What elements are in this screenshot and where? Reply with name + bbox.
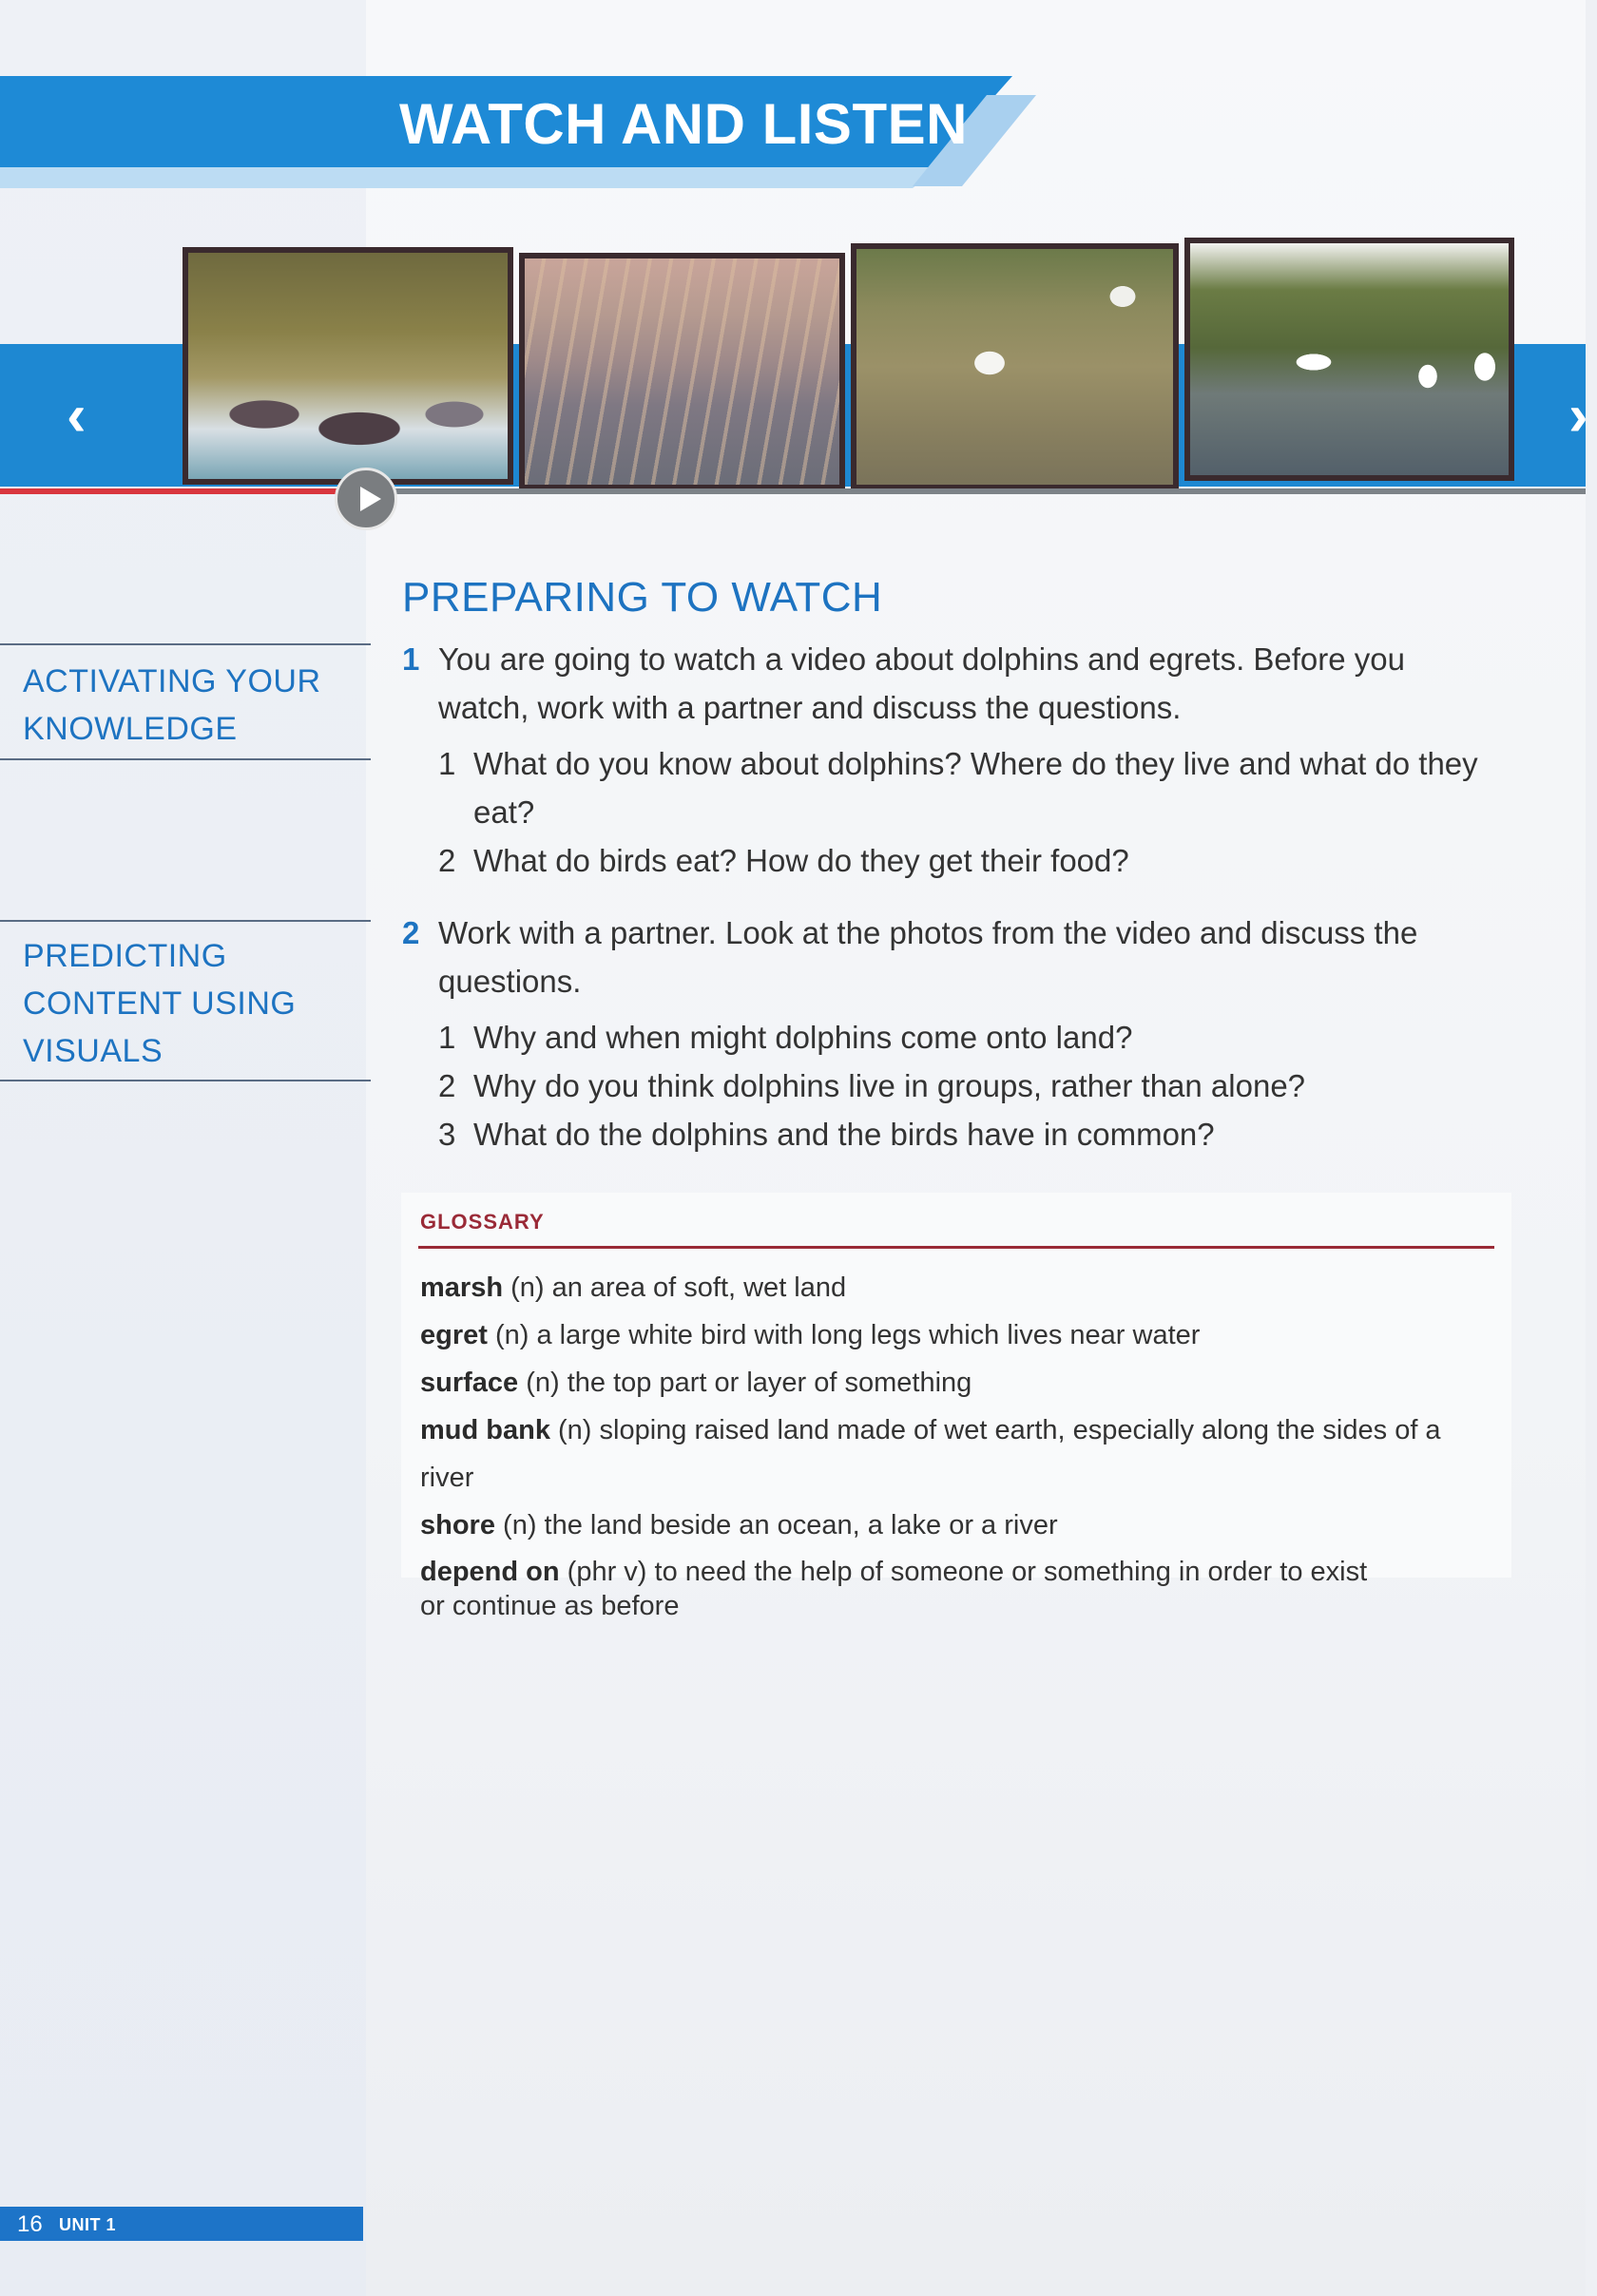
question-item bbox=[438, 1062, 1495, 1110]
exercise-instructions: Work with a partner. Look at the photos from the video and discuss the questions. bbox=[438, 915, 1418, 999]
sidebar-divider bbox=[0, 920, 371, 922]
question-text: What do you know about dolphins? Where do they live and what do they eat? bbox=[473, 746, 1478, 830]
footer-bar bbox=[0, 2207, 363, 2241]
glossary-box bbox=[401, 1193, 1511, 1621]
question-list bbox=[438, 1013, 1495, 1158]
question-item bbox=[438, 1110, 1495, 1158]
question-item bbox=[438, 836, 1495, 885]
glossary-definition: (n) the top part or layer of something bbox=[518, 1368, 972, 1398]
glossary-entry bbox=[420, 1264, 1494, 1311]
play-icon[interactable] bbox=[335, 468, 397, 530]
glossary-term: surface bbox=[420, 1368, 519, 1398]
glossary-term: mud bank bbox=[420, 1415, 550, 1445]
sidebar-divider bbox=[0, 643, 371, 645]
glossary-definition: (n) a large white bird with long legs which lives near water bbox=[487, 1320, 1201, 1350]
section-heading: PREPARING TO WATCH bbox=[402, 574, 883, 621]
glossary-entry bbox=[420, 1311, 1494, 1359]
video-thumbnail-mudflats[interactable] bbox=[519, 253, 845, 490]
question-text: Why and when might dolphins come onto land? bbox=[473, 1020, 1133, 1055]
glossary-entry bbox=[420, 1555, 1371, 1623]
page-number: 16 bbox=[17, 2211, 43, 2237]
sidebar-item-label: PREDICTING bbox=[23, 938, 227, 974]
exercise-number: 2 bbox=[402, 915, 420, 950]
glossary-entry bbox=[420, 1406, 1494, 1502]
sidebar-divider bbox=[0, 758, 371, 760]
glossary-definition: (phr v) to need the help of someone or something in order to exist or continue as before bbox=[420, 1557, 1368, 1621]
question-number: 3 bbox=[438, 1117, 456, 1152]
video-thumbnail-birds-water[interactable] bbox=[1184, 238, 1514, 481]
chevron-right-icon[interactable]: › bbox=[1568, 383, 1588, 449]
sidebar-divider bbox=[0, 1080, 371, 1081]
sidebar-item-label: CONTENT USING bbox=[23, 985, 297, 1022]
exercise-number: 1 bbox=[402, 641, 420, 677]
glossary-definition: (n) the land beside an ocean, a lake or a river bbox=[494, 1510, 1058, 1540]
video-progress-remaining bbox=[366, 488, 1586, 494]
question-number: 2 bbox=[438, 1068, 456, 1103]
glossary-title: GLOSSARY bbox=[420, 1210, 545, 1234]
sidebar-item-predicting-content bbox=[23, 932, 296, 1075]
banner-title: WATCH AND LISTEN bbox=[399, 92, 968, 156]
video-thumbnail-dolphins[interactable] bbox=[183, 247, 513, 485]
unit-label: UNIT 1 bbox=[59, 2215, 117, 2234]
glossary-term: egret bbox=[420, 1320, 488, 1350]
video-progress-played bbox=[0, 488, 366, 494]
question-item bbox=[438, 739, 1495, 836]
sidebar-item-label: KNOWLEDGE bbox=[23, 711, 238, 747]
question-number: 1 bbox=[438, 1020, 456, 1055]
glossary-definition: (n) an area of soft, wet land bbox=[503, 1272, 847, 1303]
question-number: 1 bbox=[438, 746, 456, 781]
question-text: What do birds eat? How do they get their food? bbox=[473, 843, 1129, 878]
glossary-divider bbox=[418, 1246, 1494, 1249]
question-list bbox=[438, 739, 1495, 885]
glossary-definition: (n) sloping raised land made of wet earth, especially along the sides of a river bbox=[420, 1415, 1441, 1493]
glossary-entry bbox=[420, 1502, 1494, 1549]
question-number: 2 bbox=[438, 843, 456, 878]
video-thumbnail-egrets[interactable] bbox=[851, 243, 1179, 490]
glossary-entry bbox=[420, 1359, 1494, 1406]
question-text: What do the dolphins and the birds have in common? bbox=[473, 1117, 1215, 1152]
glossary-term: depend on bbox=[420, 1557, 560, 1587]
glossary-term: marsh bbox=[420, 1272, 504, 1303]
exercise-1 bbox=[402, 635, 1495, 885]
exercise-instructions: You are going to watch a video about dolphins and egrets. Before you watch, work with a partner and discuss the questions. bbox=[438, 641, 1406, 725]
chevron-left-icon[interactable]: ‹ bbox=[67, 383, 87, 449]
question-item bbox=[438, 1013, 1495, 1062]
sidebar-item-label: ACTIVATING YOUR bbox=[23, 663, 321, 699]
sidebar-item-activating-knowledge bbox=[23, 658, 321, 753]
glossary-term: shore bbox=[420, 1510, 495, 1540]
question-text: Why do you think dolphins live in groups, rather than alone? bbox=[473, 1068, 1306, 1103]
sidebar-item-label: VISUALS bbox=[23, 1033, 164, 1069]
exercise-2 bbox=[402, 909, 1495, 1158]
